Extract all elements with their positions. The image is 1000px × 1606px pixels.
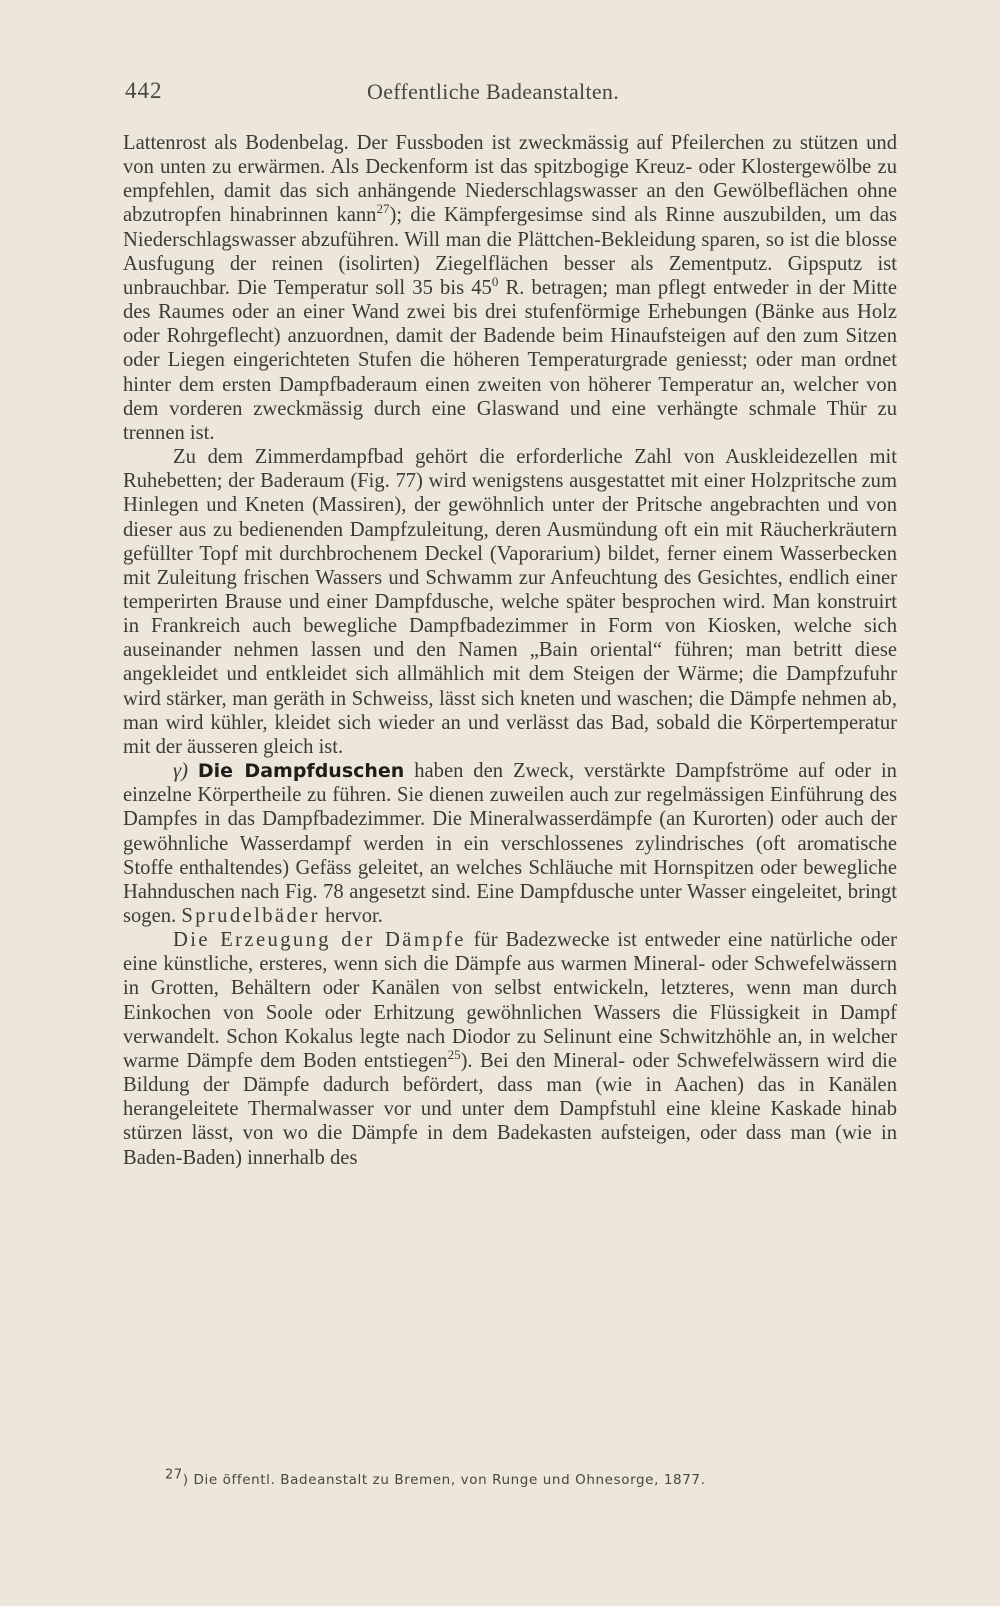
paragraph-4 <box>123 928 897 1170</box>
page-number: 442 <box>125 78 163 103</box>
p4-text-a: für Badezwecke ist entweder eine natürliche oder eine künstliche, ersteres, wenn sich die Dämpfe aus warmen Mineral- oder Schwefelwässern in Grotten, Behältern oder Kanälen von selbst entwickeln, letzteres, wenn man durch Einkochen von Soole oder Erhitzung gewöhnlichen Wassers die Flüssigkeit in Dampf verwandelt. Schon Kokalus legte nach Diodor zu Selinunt eine Schwitzhöhle an, in welcher warme Dämpfe dem Boden entstiegen <box>123 929 897 1072</box>
p1-text-a: Lattenrost als Bodenbelag. Der Fussboden ist zweckmässig auf Pfeilerchen zu stützen und von unten zu erwärmen. Als Deckenform ist das spitzbogige Kreuz- oder Klostergewölbe zu empfehlen, damit das sich anhängende Niederschlagswasser an den Gewölbeflächen ohne abzutropfen hinabrinnen kann <box>123 132 897 227</box>
p1-text-b: ); die Kämpfergesimse sind als Rinne auszubilden, um das Niederschlagswasser abzuführen. Will man die Plättchen-Bekleidung sparen, so ist die blosse Ausfugung der reinen (isolirten) Ziegelflächen besser als Zementputz. Gipsputz ist unbrauchbar. Die Temperatur soll 35 bis 45 <box>123 204 897 299</box>
footnote-marker: 27 <box>165 1467 183 1483</box>
p4-text-b: ). Bei den Mineral- oder Schwefelwässern wird die Bildung der Dämpfe dadurch befördert, dass man (wie in Aachen) das in Kanälen herangeleitete Thermalwasser vor und unter dem Dampfstuhl eine kleine Kaskade hinab stürzen lässt, von wo die Dämpfe in dem Badekasten aufsteigen, oder dass man (wie in Baden-Baden) innerhalb des <box>123 1049 897 1169</box>
paragraph-3 <box>123 759 897 928</box>
footnote <box>165 1467 706 1488</box>
section-heading: Die Dampfduschen <box>197 760 405 783</box>
p1-text-c: R. betragen; man pflegt entweder in der Mitte des Raumes oder an einer Wand zwei bis drei stufenförmige Erhebungen (Bänke aus Holz oder Rohrgeflecht) anzuordnen, damit der Badende beim Hinaufsteigen auf den zum Sitzen oder Liegen eingerichteten Stufen die höheren Temperaturgrade geniesst; oder man ordnet hinter dem ersten Dampfbaderaum einen zweiten von höherer Temperatur an, welcher von dem vorderen zweckmässig durch eine Glaswand und eine verhängte schmale Thür zu trennen ist. <box>123 276 897 444</box>
footnote-rule <box>124 1450 244 1451</box>
paragraph-2: Zu dem Zimmerdampfbad gehört die erforderliche Zahl von Auskleidezellen mit Ruhebetten; der Baderaum (Fig. 77) wird wenigstens ausgestattet mit einer Holzpritsche zum Hinlegen und Kneten (Massiren), der gewöhnlich unter der Pritsche angebrachten und von dieser aus zu bedienenden Dampfzuleitung, deren Ausmündung oft ein mit Räucherkräutern gefüllter Topf mit durchbrochenem Deckel (Vaporarium) bildet, ferner einem Wasserbecken mit Zuleitung frischen Wassers und Schwamm zur Anfeuchtung des Gesichtes, endlich einer temperirten Brause und einer Dampfdusche, welche später besprochen wird. Man konstruirt in Frankreich auch bewegliche Dampfbadezimmer in Form von Kiosken, welche sich auseinander nehmen lassen und den Namen „Bain oriental“ führen; man betritt diese angekleidet und entkleidet sich allmählich mit dem Steigen der Wärme; die Dampfzufuhr wird stärker, man geräth in Schweiss, lässt sich kneten und waschen; die Dämpfe nehmen ab, man wird kühler, kleidet sich wieder an und verlässt das Bad, sobald die Körpertemperatur mit der äusseren gleich ist. <box>123 446 897 758</box>
p3-text-a: haben den Zweck, verstärkte Dampfströme auf oder in einzelne Körpertheile zu führen. Sie dienen zuweilen auch zur regelmässigen Einführung des Dampfes in das Dampfbadezimmer. Die Mineralwasserdämpfe (an Kurorten) oder auch der gewöhnliche Wasserdampf werden in ein verschlossenes zylindrisches (oft aromatische Stoffe enthaltendes) Gefäss geleitet, an welches Schläuche mit Hornspitzen oder bewegliche Hahnduschen nach Fig. 78 angesetzt sind. Eine Dampfdusche unter Wasser eingeleitet, bringt sogen. <box>123 760 897 927</box>
footnote-ref-27: 27 <box>376 201 390 217</box>
page-header <box>125 78 895 114</box>
degree-mark: 0 <box>491 274 499 290</box>
section-marker: γ) <box>173 760 188 783</box>
paragraph-1 <box>123 131 897 445</box>
p4-spaced-term: Die Erzeugung der Dämpfe <box>173 929 466 952</box>
p3-text-b: hervor. <box>319 905 383 927</box>
p3-spaced-term: Sprudelbäder <box>181 905 320 927</box>
footnote-text: ) Die öffentl. Badeanstalt zu Bremen, von Runge und Ohnesorge, 1877. <box>182 1472 706 1488</box>
footnote-ref-25: 25 <box>447 1047 461 1063</box>
body-text <box>123 131 897 1170</box>
running-head: Oeffentliche Badeanstalten. <box>367 79 620 104</box>
